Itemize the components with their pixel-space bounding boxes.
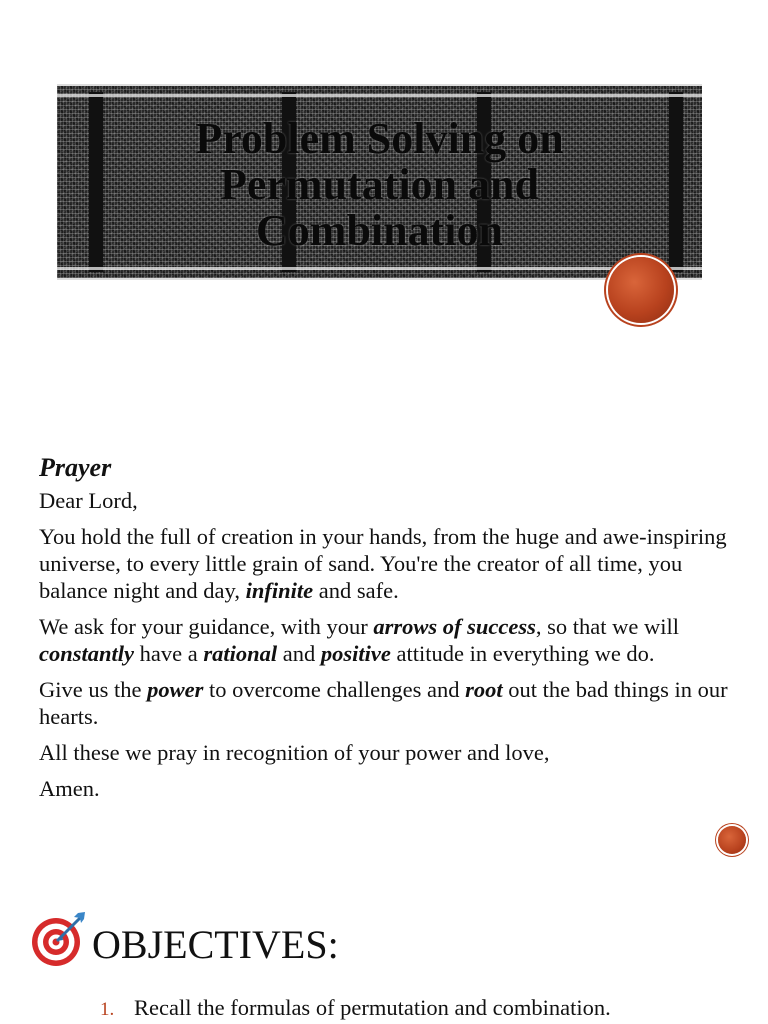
prayer-heading: Prayer [39,453,112,482]
emphasis-rational: rational [203,641,278,666]
title-line: Problem Solving on [195,114,564,163]
prayer-paragraph-4: All these we pray in recognition of your power and love, [39,740,550,765]
text-run: We ask for your guidance, with your [39,614,374,639]
prayer-closing: Amen. [39,776,100,801]
target-icon [30,911,88,969]
prayer-paragraph-2 [39,613,744,667]
banner-line [57,94,702,97]
text-run: out the bad things in our hearts. [39,677,728,729]
list-item [100,994,611,1024]
text-run: You hold the full of creation in your hands, from the huge and awe-inspiring universe, to every little grain of sand. You're the creator of all time, you balance night and day, [39,524,727,603]
prayer-paragraph-1 [39,523,744,604]
list-item-text: Recall the formulas of permutation and combination. [134,995,611,1020]
title-line: Combination [256,206,503,255]
emphasis-constantly: constantly [39,641,135,666]
objectives-list [100,994,611,1024]
banner-line [57,267,702,270]
text-run: and safe. [313,578,399,603]
decorative-circle-icon [608,257,674,323]
text-run: Give us the [39,677,148,702]
text-run: have a [134,641,204,666]
title-line: Permutation and [220,160,539,209]
list-item-number: 1. [100,999,115,1020]
presentation-title [57,116,702,254]
prayer-salutation: Dear Lord, [39,488,138,513]
decorative-circle-icon [718,826,746,854]
text-run: attitude in everything we do. [390,641,655,666]
emphasis-infinite: infinite [245,578,314,603]
objectives-heading: OBJECTIVES: [92,922,339,967]
emphasis-root: root [465,677,503,702]
emphasis-power: power [147,677,204,702]
prayer-section [39,452,744,811]
emphasis-arrows-of-success: arrows of success [373,614,536,639]
text-run: to overcome challenges and [203,677,466,702]
title-banner [57,84,702,280]
text-run: , so that we will [535,614,679,639]
text-run: and [277,641,321,666]
prayer-paragraph-3 [39,676,744,730]
emphasis-positive: positive [320,641,391,666]
